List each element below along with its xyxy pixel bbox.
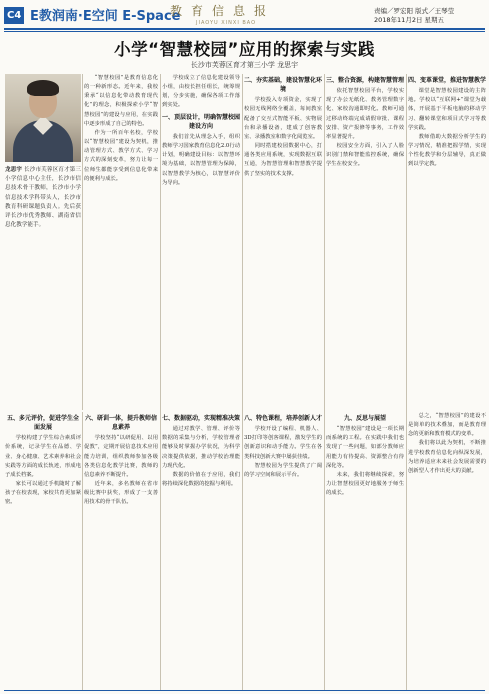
paragraph: 我们首先从理念入手，组织教师学习国家教育信息化2.0行动计划，明确建设目标：以智慧环境为基础，以智慧管理为保障，以智慧教学为核心，以智慧评价为导向。 — [162, 133, 240, 186]
article-column-8 — [162, 412, 240, 690]
article-column-9 — [244, 412, 322, 690]
editor-line: 责编／罗宏阳 版式／王琴莹 — [374, 7, 455, 15]
masthead: 教育信息报 — [170, 4, 276, 18]
paragraph: 学校投入专项资金，实现了校园无线网络全覆盖，每间教室配备了交互式智能平板、实物展台和录播设备，建成了创客教室、录播教室和数字化阅览室。 — [244, 97, 322, 140]
section-heading: 五、多元评价，促进学生全面发展 — [6, 415, 79, 432]
section-heading: 四、变革课堂，推进智慧教学 — [408, 77, 486, 84]
paragraph: 作为一所百年名校，学校以“智慧校园”建设为契机，推动管理方式、教学方式、学习方式的深刻变革，努力让每一位师生都能享受到信息化带来的便利与成长。 — [84, 129, 158, 182]
column-divider — [82, 412, 83, 690]
section-heading: 八、特色课程，培养创新人才 — [244, 415, 322, 422]
paragraph: 智慧校园为学生提供了广阔的学习空间和展示平台。 — [244, 462, 322, 478]
page-number-badge: C4 — [4, 7, 24, 24]
header-rule-thin — [4, 31, 485, 32]
section-heading: 七、数据驱动，实现精准决策 — [162, 415, 240, 422]
article-column-5 — [408, 74, 486, 410]
section-heading: 二、夯实基础，建设智慧化环境 — [244, 77, 322, 94]
paragraph: 近年来，多名教师在省市级比赛中获奖，形成了一支善用技术的骨干队伍。 — [84, 481, 158, 506]
column-divider — [324, 74, 325, 690]
masthead-pinyin: JIAOYU XINXI BAO — [196, 20, 257, 26]
paragraph: 依托智慧校园平台，学校实现了办公无纸化、教务管理数字化、家校沟通即时化。教师可通过移动终端完成请假审批、课程安排、资产报修等事务，工作效率显著提升。 — [326, 88, 404, 140]
paragraph: “智慧校园”建设是一项长期而系统的工程。在实践中我们也发现了一些问题，如部分教师应用能力有待提高、资源整合有待深化等。 — [326, 426, 404, 469]
column-divider — [160, 74, 161, 690]
paragraph: 我们将以此为契机，不断推进学校教育信息化向纵深发展，为培养适应未来社会发展需要的创新型人才作出更大的贡献。 — [408, 440, 486, 474]
article-column-11 — [408, 412, 486, 690]
author-name: 龙思宇 — [5, 167, 23, 173]
article-headline: 小学“智慧校园”应用的探索与实践 — [114, 40, 375, 59]
article-column-4 — [326, 74, 404, 410]
author-photo — [5, 74, 81, 162]
paragraph: 未来，我们将继续探索，努力让智慧校园更好地服务于师生的成长。 — [326, 471, 404, 497]
article-column-3 — [244, 74, 322, 410]
paragraph: 教师借助大数据分析学生的学习情况，精准把握学情，实现个性化教学和分层辅导，真正做到以学定教。 — [408, 133, 486, 168]
paragraph: 同时搭建校园数据中心，打通各类应用系统，实现数据互联互通，为智慧管理和智慧教学提供了坚实的技术支撑。 — [244, 143, 322, 177]
paragraph: 家长可以通过手机随时了解孩子在校表现，家校共育更加紧密。 — [5, 481, 81, 506]
article-column-7 — [84, 412, 158, 690]
paragraph: 总之，“智慧校园”的建设不是简单的技术叠加，而是教育理念的更新和教育模式的变革。 — [408, 413, 486, 438]
paragraph: 课堂是智慧校园建设的主阵地。学校以“互联网+”课堂为载体，开展基于平板电脑的移动学习、翻转课堂和项目式学习等教学实践。 — [408, 88, 486, 131]
article-column-1 — [84, 74, 158, 410]
date-line: 2018年11月2日 星期五 — [374, 16, 445, 24]
footer-rule — [4, 690, 485, 691]
paragraph: 校园安全方面，引入了人脸识别门禁和智能监控系统，确保学生在校安全。 — [326, 143, 404, 168]
article-byline: 长沙市芙蓉区育才第三小学 龙思宇 — [190, 61, 299, 69]
column-divider — [242, 74, 243, 690]
author-bio-text: 长沙市芙蓉区育才第三小学信息中心主任，长沙市信息技术骨干教师，长沙市小学信息技术学科带头人，长沙市教育科研课题负责人。先后获评长沙市优秀教师、湖南省信息化教学能手。 — [5, 167, 81, 229]
article-column-6 — [5, 412, 81, 690]
section-heading: 九、反思与展望 — [343, 415, 386, 422]
paragraph: “智慧校园”是教育信息化的一种新形态。近年来，我校秉承“以信息化带动教育现代化”的理念，积极探索小学“智慧校园”的建设与应用，在实践中逐步形成了自己的特色。 — [84, 75, 158, 127]
issue-meta — [374, 7, 454, 25]
section-title: E教润南·E空间 E-Space — [30, 9, 181, 24]
paragraph: 通过对教学、管理、评价等数据的采集与分析，学校管理者能够及时掌握办学状况，为科学决策提供依据，推动学校治理能力现代化。 — [162, 426, 240, 469]
column-divider — [406, 74, 407, 690]
paragraph: 学校成立了信息化建设领导小组，由校长担任组长，统筹规划，分步实施，确保各项工作落到实处。 — [162, 75, 240, 109]
section-heading: 一、顶层设计，明确智慧校园建设方向 — [162, 113, 240, 130]
header-rule — [4, 28, 485, 30]
section-heading: 三、整合资源，构建智慧管理 — [326, 77, 404, 84]
paragraph: 学校开设了编程、机器人、3D打印等创客课程，激发学生的创新意识和动手能力。学生在各类科技创新大赛中屡获佳绩。 — [244, 426, 322, 460]
column-divider — [82, 74, 83, 410]
article-column-10 — [326, 412, 404, 690]
paragraph: 学校坚持“以研促用、以用促教”，定期开展信息技术应用能力培训，组织教师参加各级各类信息化教学比赛，教师的信息素养不断提升。 — [84, 435, 158, 478]
author-bio — [5, 166, 81, 230]
paragraph: 学校构建了学生综合素质评价系统，记录学生在品德、学业、身心健康、艺术素养和社会实践等方面的成长轨迹，形成电子成长档案。 — [5, 435, 81, 478]
paragraph: 数据的价值在于应用，我们将持续深化数据的挖掘与利用。 — [162, 471, 240, 488]
article-column-2 — [162, 74, 240, 410]
section-heading: 六、研训一体，提升教师信息素养 — [84, 415, 157, 432]
